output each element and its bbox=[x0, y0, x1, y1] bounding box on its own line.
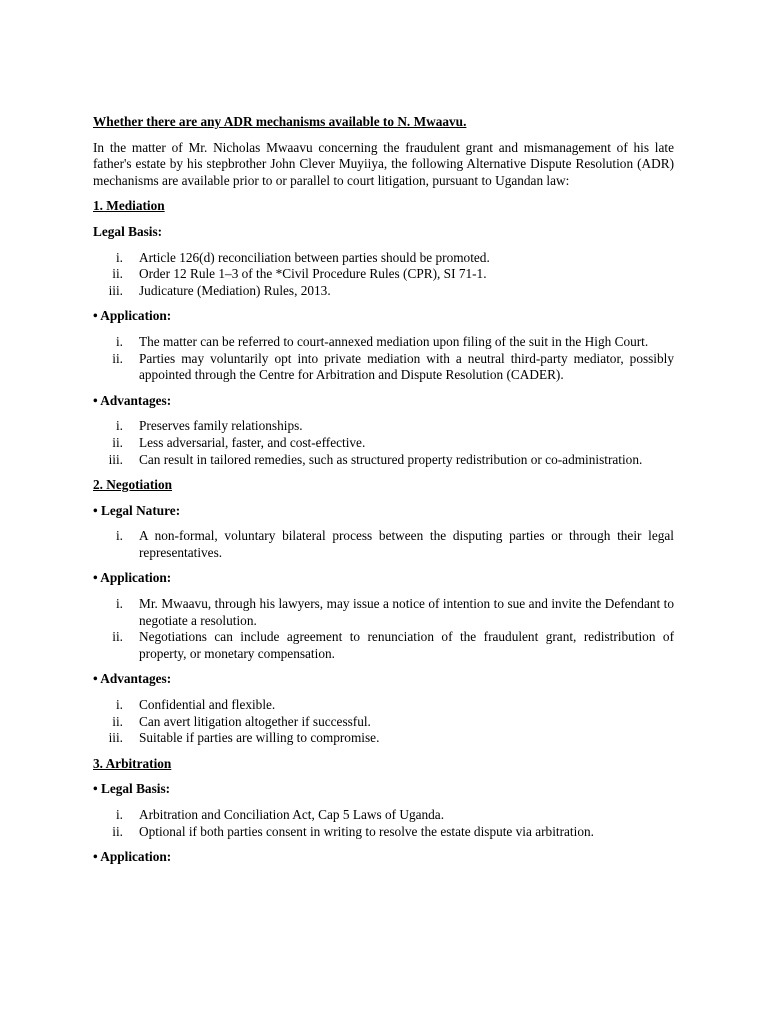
subheading-advantages: • Advantages: bbox=[93, 671, 172, 687]
subheading-legal-basis: • Legal Basis: bbox=[93, 781, 171, 797]
list-item-number: i. bbox=[115, 249, 123, 265]
list-item bbox=[93, 418, 674, 435]
list-item-number: i. bbox=[115, 418, 123, 434]
list-item bbox=[93, 730, 674, 747]
list-item-text: The matter can be referred to court-annexed mediation upon filing of the suit in the High Court. bbox=[139, 333, 649, 349]
list-item-number: ii. bbox=[112, 434, 123, 450]
list-item-text: Article 126(d) reconciliation between parties should be promoted. bbox=[139, 249, 490, 265]
list-item-number: i. bbox=[115, 596, 123, 612]
numbered-list bbox=[93, 697, 674, 747]
list-item bbox=[93, 452, 674, 469]
list-item-number: i. bbox=[115, 697, 123, 713]
list-item-number: iii. bbox=[108, 282, 123, 298]
list-item-text: Can result in tailored remedies, such as structured property redistribution or co-administration. bbox=[139, 451, 643, 467]
list-item bbox=[93, 351, 674, 384]
list-item-number: iii. bbox=[108, 451, 123, 467]
section-heading-1-mediation: 1. Mediation bbox=[93, 198, 165, 214]
list-item bbox=[93, 528, 674, 561]
list-item-text: Parties may voluntarily opt into private mediation with a neutral third-party mediator, possibly appointed through the Centre for Arbitration and Dispute Resolution (CADER). bbox=[139, 350, 674, 383]
list-item-text: Optional if both parties consent in writing to resolve the estate dispute via arbitration. bbox=[139, 823, 594, 839]
list-item-number: iii. bbox=[108, 730, 123, 746]
list-item-text: Can avert litigation altogether if successful. bbox=[139, 713, 371, 729]
list-item bbox=[93, 266, 674, 283]
section-heading-3-arbitration: 3. Arbitration bbox=[93, 755, 172, 771]
numbered-list bbox=[93, 807, 674, 840]
list-item bbox=[93, 629, 674, 662]
list-item-number: ii. bbox=[112, 713, 123, 729]
list-item bbox=[93, 250, 674, 267]
list-item-text: Arbitration and Conciliation Act, Cap 5 Laws of Uganda. bbox=[139, 807, 445, 822]
numbered-list bbox=[93, 334, 674, 384]
subheading-legal-basis: Legal Basis: bbox=[93, 223, 163, 239]
list-item-text: Judicature (Mediation) Rules, 2013. bbox=[139, 282, 331, 298]
list-item-number: i. bbox=[115, 807, 123, 822]
subheading-advantages: • Advantages: bbox=[93, 392, 172, 408]
list-item bbox=[93, 596, 674, 629]
list-item bbox=[93, 435, 674, 452]
list-item-text: Mr. Mwaavu, through his lawyers, may issue a notice of intention to sue and invite the Defendant to negotiate a resolution. bbox=[139, 596, 674, 628]
list-item-text: Suitable if parties are willing to compromise. bbox=[139, 730, 380, 746]
list-item-number: i. bbox=[115, 333, 123, 349]
list-item-number: ii. bbox=[112, 629, 123, 645]
list-item-number: ii. bbox=[112, 350, 123, 366]
numbered-list bbox=[93, 596, 674, 662]
list-item-number: ii. bbox=[112, 266, 123, 282]
list-item bbox=[93, 714, 674, 731]
list-item bbox=[93, 697, 674, 714]
list-item-text: Preserves family relationships. bbox=[139, 418, 303, 434]
subheading-application: • Application: bbox=[93, 308, 172, 324]
section-heading-2-negotiation: 2. Negotiation bbox=[93, 477, 173, 493]
list-item-number: ii. bbox=[112, 823, 123, 839]
numbered-list bbox=[93, 418, 674, 468]
numbered-list bbox=[93, 528, 674, 561]
document-title: Whether there are any ADR mechanisms available to N. Mwaavu. bbox=[93, 114, 467, 129]
list-item-text: A non-formal, voluntary bilateral process between the disputing parties or through their legal representatives. bbox=[139, 528, 674, 560]
numbered-list bbox=[93, 250, 674, 300]
list-item-text: Order 12 Rule 1–3 of the *Civil Procedure Rules (CPR), SI 71-1. bbox=[139, 266, 487, 282]
list-item-text: Less adversarial, faster, and cost-effective. bbox=[139, 434, 366, 450]
subheading-legal-nature: • Legal Nature: bbox=[93, 502, 181, 518]
list-item-text: Negotiations can include agreement to renunciation of the fraudulent grant, redistribution of property, or monetary compensation. bbox=[139, 629, 674, 661]
subheading-application: • Application: bbox=[93, 570, 172, 586]
list-item bbox=[93, 807, 674, 824]
list-item bbox=[93, 334, 674, 351]
list-item-text: Confidential and flexible. bbox=[139, 697, 276, 713]
subheading-application: • Application: bbox=[93, 849, 172, 865]
intro-paragraph: In the matter of Mr. Nicholas Mwaavu concerning the fraudulent grant and mismanagement of his late father's estate by his stepbrother John Clever Muyiiya, the following Alternative Dispute Resolution (ADR) mechanisms are available prior to or parallel to court litigation, pursuant to Ugandan law: bbox=[93, 139, 674, 188]
list-item-number: i. bbox=[115, 528, 123, 544]
list-item bbox=[93, 824, 674, 841]
list-item bbox=[93, 283, 674, 300]
document-body bbox=[93, 114, 674, 866]
